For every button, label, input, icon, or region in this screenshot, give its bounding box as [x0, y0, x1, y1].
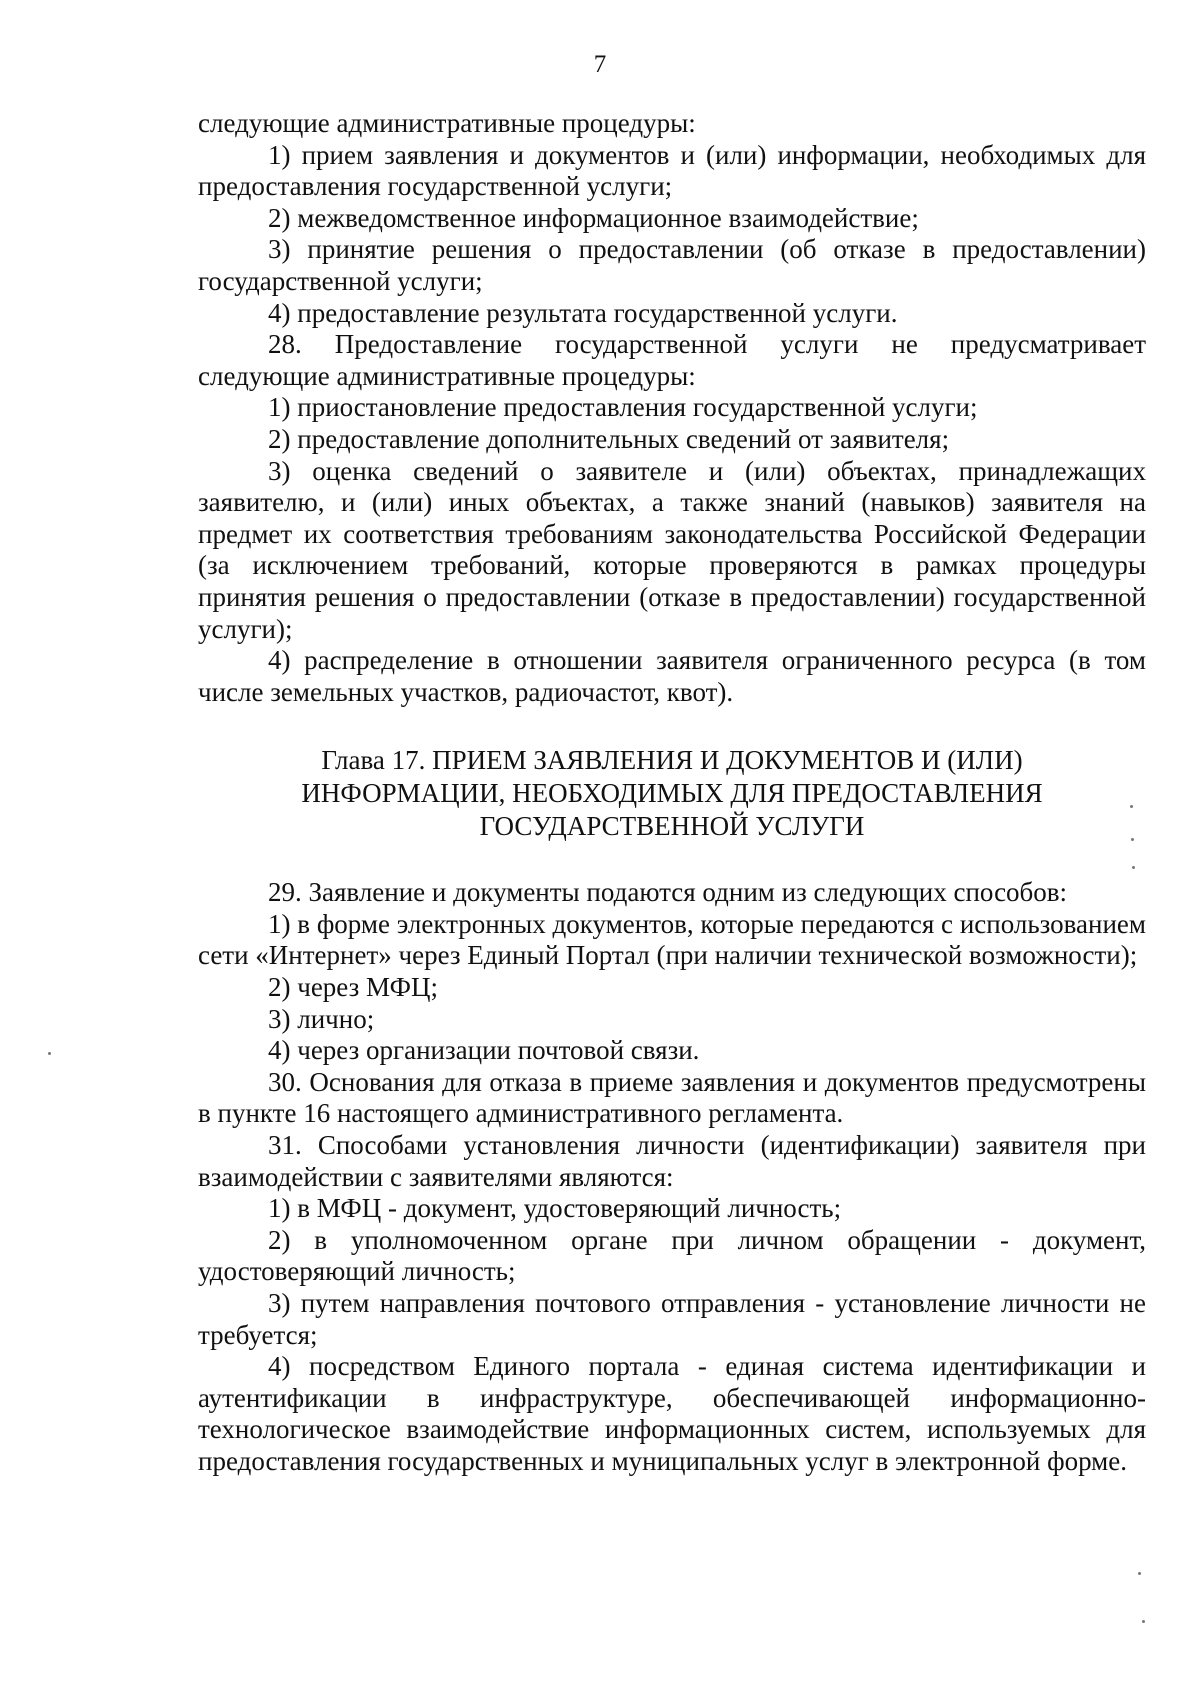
paragraph: 1) приостановление предоставления государственной услуги; — [268, 392, 978, 423]
scan-speck — [48, 1052, 51, 1055]
paragraph: 2) межведомственное информационное взаимодействие; — [268, 202, 919, 233]
paragraph: 3) путем направления почтового отправления - установление личности не требуется; — [198, 1288, 1146, 1350]
chapter-heading — [198, 744, 1146, 843]
paragraph: 3) лично; — [268, 1003, 375, 1034]
paragraph: 1) в МФЦ - документ, удостоверяющий личность; — [268, 1193, 842, 1224]
chapter-heading-line: Глава 17. ПРИЕМ ЗАЯВЛЕНИЯ И ДОКУМЕНТОВ И (ИЛИ) — [321, 745, 1023, 776]
section-before-heading — [198, 108, 1146, 708]
chapter-heading-line: ИНФОРМАЦИИ, НЕОБХОДИМЫХ ДЛЯ ПРЕДОСТАВЛЕНИЯ — [301, 778, 1043, 809]
chapter-heading-line: ГОСУДАРСТВЕННОЙ УСЛУГИ — [479, 811, 865, 842]
document-body — [198, 108, 1146, 1478]
paragraph: 4) через организации почтовой связи. — [268, 1035, 700, 1066]
scan-speck — [1132, 866, 1135, 869]
paragraph: 2) в уполномоченном органе при личном обращении - документ, удостоверяющий личность; — [198, 1224, 1146, 1287]
scan-speck — [1130, 805, 1133, 808]
paragraph: 31. Способами установления личности (идентификации) заявителя при взаимодействии с заявителями являются: — [198, 1130, 1146, 1192]
paragraph: 1) прием заявления и документов и (или) информации, необходимых для предоставления государственной услуги; — [198, 139, 1146, 202]
paragraph: 4) распределение в отношении заявителя ограниченного ресурса (в том числе земельных участков, радиочастот, квот). — [198, 645, 1146, 707]
paragraph: 28. Предоставление государственной услуги не предусматривает следующие административные процедуры: — [198, 329, 1146, 391]
paragraph: 2) через МФЦ; — [268, 972, 439, 1003]
section-after-heading — [198, 877, 1146, 1477]
scan-speck — [1142, 1620, 1145, 1623]
page-number: 7 — [593, 51, 607, 78]
paragraph: следующие административные процедуры: — [198, 108, 696, 138]
paragraph: 3) принятие решения о предоставлении (об отказе в предоставлении) государственной услуги; — [198, 234, 1146, 296]
paragraph: 4) предоставление результата государственной услуги. — [268, 297, 898, 328]
paragraph: 30. Основания для отказа в приеме заявления и документов предусмотрены в пункте 16 настоящего административного регламента. — [198, 1066, 1146, 1129]
scan-speck — [1138, 1572, 1141, 1575]
paragraph: 29. Заявление и документы подаются одним из следующих способов: — [268, 877, 1068, 908]
scan-speck — [1131, 838, 1134, 841]
paragraph: 4) посредством Единого портала - единая система идентификации и аутентификации в инфраструктуре, обеспечивающей информационно-технологическое взаимодействие информационных систем, используемых для предоставления государственных и муниципальных услуг в электронной форме. — [198, 1351, 1146, 1476]
paragraph: 2) предоставление дополнительных сведений от заявителя; — [268, 423, 950, 454]
paragraph: 1) в форме электронных документов, которые передаются с использованием сети «Интернет» через Единый Портал (при наличии технической возможности); — [198, 908, 1146, 971]
paragraph: 3) оценка сведений о заявителе и (или) объектах, принадлежащих заявителю, и (или) иных объектах, а также знаний (навыков) заявителя на предмет их соответствия требованиям законодательства Российской Федерации (за исключением требований, которые проверяются в рамках процедуры принятия решения о предоставлении (отказе в предоставлении) государственной услуги); — [198, 455, 1146, 644]
